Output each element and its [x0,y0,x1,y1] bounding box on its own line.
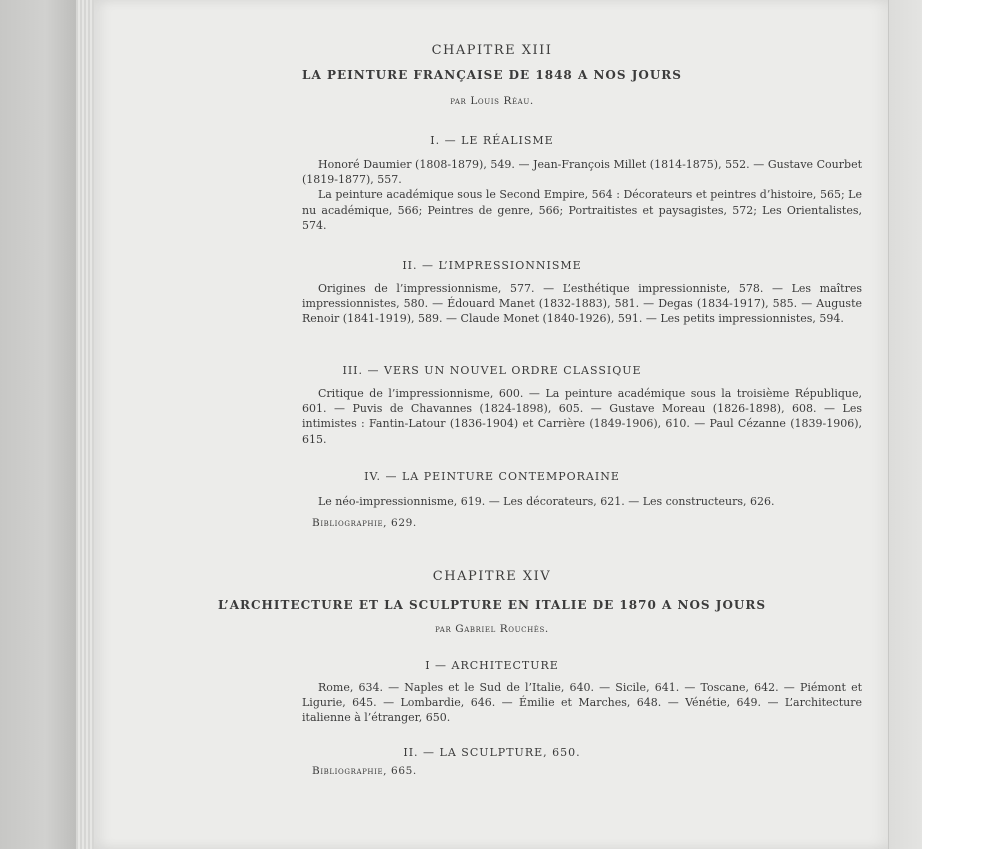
chapter-xiv-author: par Gabriel Rouchès. [435,623,549,635]
paragraph: Honoré Daumier (1808-1879), 549. — Jean-François Millet (1814-1875), 552. — Gustave Courbet (1819-1877), 557. [302,158,862,187]
chapter-xiii-title: LA PEINTURE FRANÇAISE DE 1848 A NOS JOURS [302,68,682,82]
paragraph: Le néo-impressionnisme, 619. — Les décorateurs, 621. — Les constructeurs, 626. [318,495,775,508]
section-title: I. — LE RÉALISME [430,134,554,147]
chapter-xiii-author: par Louis Réau. [450,95,534,107]
chapter-xiv-title: L’ARCHITECTURE ET LA SCULPTURE EN ITALIE DE 1870 A NOS JOURS [217,598,766,612]
chapter-xiv-heading: CHAPITRE XIV [432,569,552,584]
section-title: II. — LA SCULPTURE, 650. [403,746,581,759]
bibliography-xiv: Bibliographie, 665. [312,765,417,777]
section-text [302,494,862,509]
bibliography-xiii: Bibliographie, 629. [312,517,417,529]
book-cover-edge [0,0,76,849]
section-title: I — ARCHITECTURE [425,659,559,672]
page-content [94,0,890,849]
page-stack-edge [76,0,94,849]
section-text [302,680,862,726]
section-text [302,281,862,327]
section-text [302,386,862,447]
section-title: II. — L’IMPRESSIONNISME [402,259,582,272]
paragraph: Origines de l’impressionnisme, 577. — L’esthétique impressionniste, 578. — Les maîtres impressionnistes, 580. — Édouard Manet (1832-1883), 581. — Degas (1834-1917), 585. — Auguste Renoir (1841-1919), 589. — Claude Monet (1840-1926), 591. — Les petits impressionnistes, 594. [302,282,862,326]
next-page-edge [888,0,923,849]
section-title: IV. — LA PEINTURE CONTEMPORAINE [364,470,620,483]
paragraph: La peinture académique sous le Second Empire, 564 : Décorateurs et peintres d’histoire, 565; Le nu académique, 566; Peintres de genre, 566; Portraitistes et paysagistes, 572; Les Orientalistes, 574. [302,188,862,232]
section-text [302,157,862,233]
paragraph: Rome, 634. — Naples et le Sud de l’Italie, 640. — Sicile, 641. — Toscane, 642. — Piémont et Ligurie, 645. — Lombardie, 646. — Émilie et Marches, 648. — Vénétie, 649. — L’architecture italienne à l’étranger, 650. [302,681,862,725]
book-page [94,0,890,849]
paragraph: Critique de l’impressionnisme, 600. — La peinture académique sous la troisième République, 601. — Puvis de Chavannes (1824-1898), 605. — Gustave Moreau (1826-1898), 608. — Les intimistes : Fantin-Latour (1836-1904) et Carrière (1849-1906), 610. — Paul Cézanne (1839-1906), 615. [302,387,862,446]
background-right [922,0,999,849]
section-title: III. — VERS UN NOUVEL ORDRE CLASSIQUE [342,364,642,377]
chapter-xiii-heading: CHAPITRE XIII [431,43,553,58]
